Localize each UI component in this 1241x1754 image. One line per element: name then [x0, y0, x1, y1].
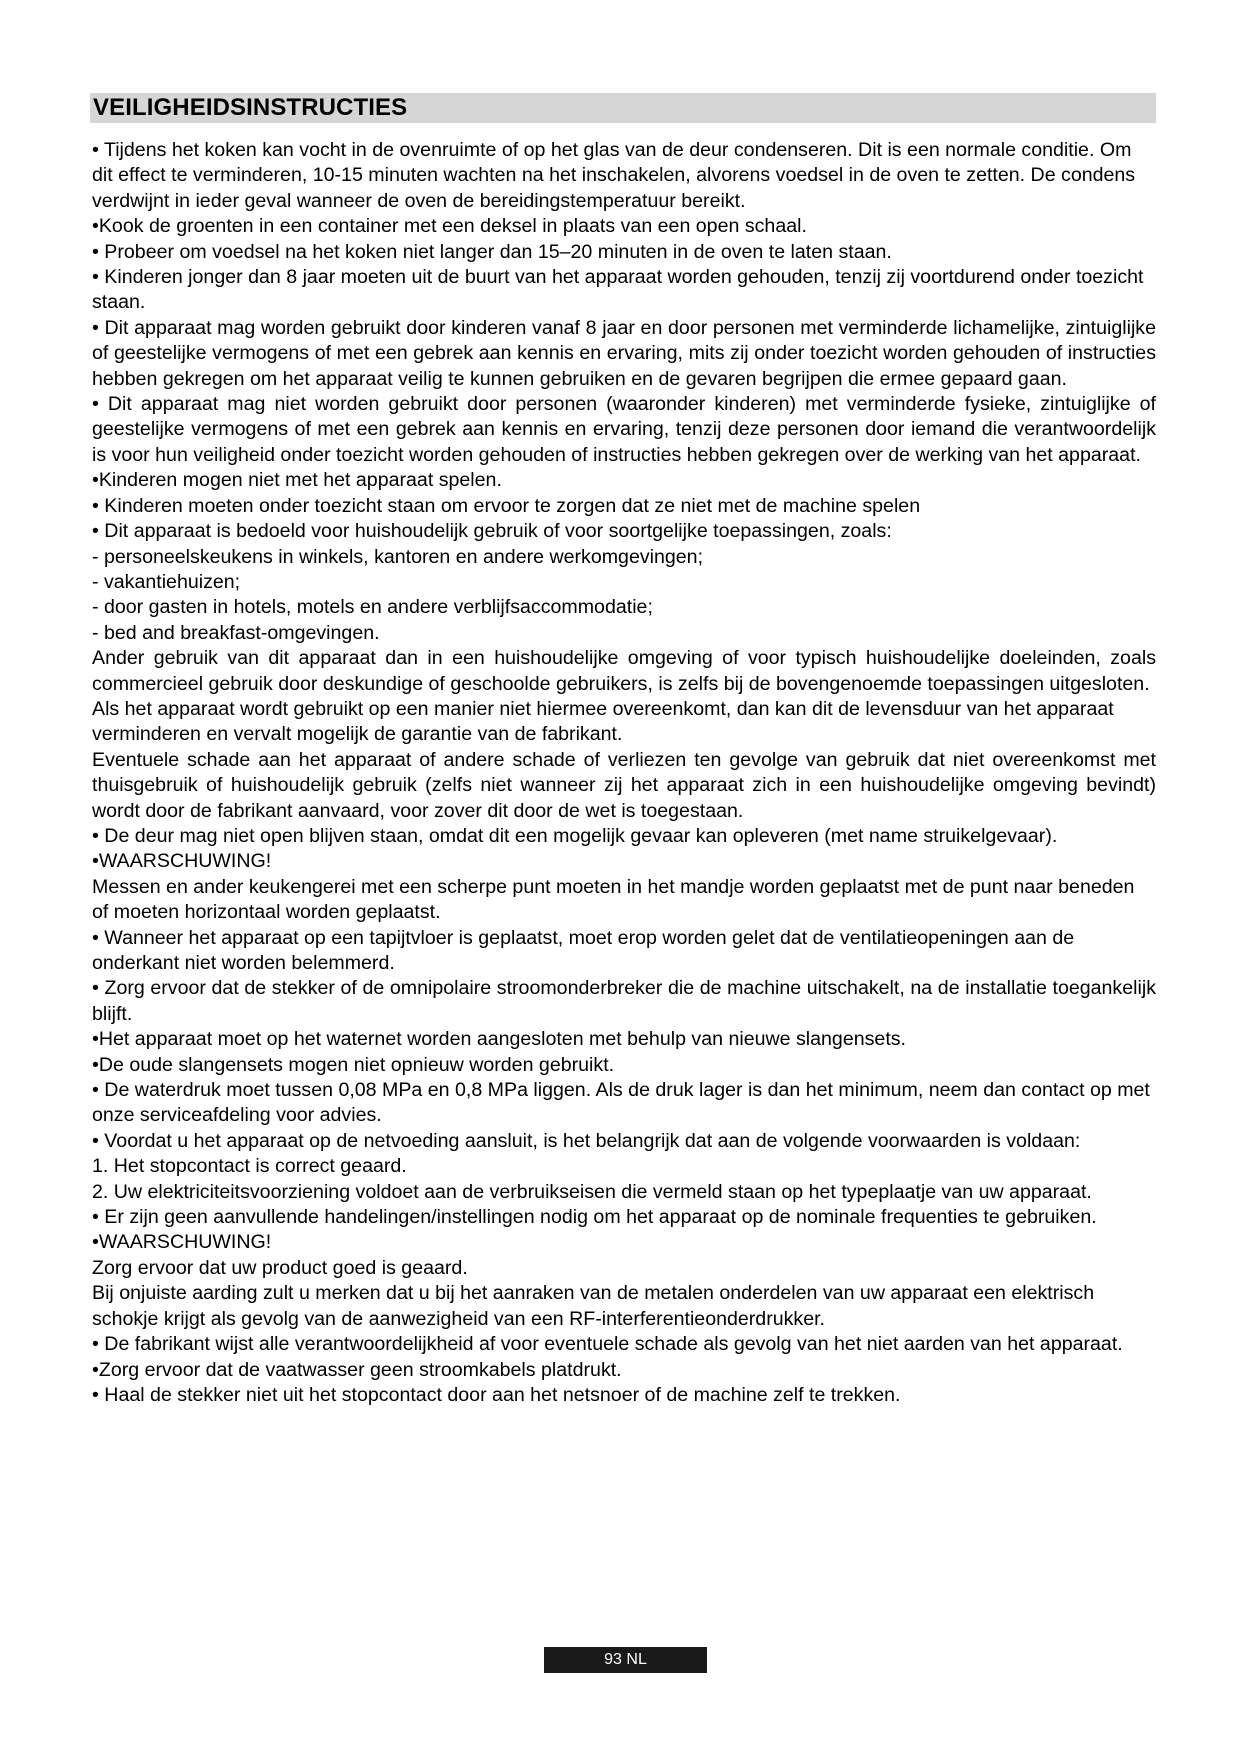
paragraph: • Haal de stekker niet uit het stopcontact door aan het netsnoer of de machine zelf te trekken.	[92, 1383, 901, 1406]
list-item: - personeelskeukens in winkels, kantoren en andere werkomgevingen;	[92, 545, 704, 568]
paragraph: • Dit apparaat is bedoeld voor huishoudelijk gebruik of voor soortgelijke toepassingen, zoals:	[92, 520, 892, 543]
paragraph: Messen en ander keukengerei met een scherpe punt moeten in het mandje worden geplaatst met de punt naar beneden of moeten horizontaal worden geplaatst.	[92, 875, 1135, 924]
paragraph: •Zorg ervoor dat de vaatwasser geen stroomkabels platdrukt.	[92, 1358, 622, 1381]
section-heading: VEILIGHEIDSINSTRUCTIES	[90, 93, 1156, 123]
paragraph: • Tijdens het koken kan vocht in de ovenruimte of op het glas van de deur condenseren. Dit is een normale conditie. Om dit effect te verminderen, 10-15 minuten wachten na het inschakelen, alvorens voedsel in de oven te zetten. De condens verdwijnt in ieder geval wanneer de oven de bereidingstemperatuur bereikt.	[92, 139, 1136, 212]
list-item: 2. Uw elektriciteitsvoorziening voldoet aan de verbruikseisen die vermeld staan op het typeplaatje van uw apparaat.	[92, 1180, 1092, 1203]
list-item: - bed and breakfast-omgevingen.	[92, 621, 380, 644]
paragraph: Bij onjuiste aarding zult u merken dat u bij het aanraken van de metalen onderdelen van uw apparaat een elektrisch schokje krijgt als gevolg van de aanwezigheid van een RF-interferentieonderdrukker.	[92, 1282, 1095, 1330]
paragraph: • De waterdruk moet tussen 0,08 MPa en 0,8 MPa liggen. Als de druk lager is dan het minimum, neem dan contact op met onze serviceafdeling voor advies.	[92, 1079, 1150, 1127]
paragraph: • De deur mag niet open blijven staan, omdat dit een mogelijk gevaar kan opleveren (met name struikelgevaar).	[92, 824, 1058, 847]
warning-label: •WAARSCHUWING!	[92, 1231, 272, 1254]
paragraph: Ander gebruik van dit apparaat dan in een huishoudelijke omgeving of voor typisch huishoudelijke doeleinden, zoals commercieel gebruik door deskundige of geschoolde gebruikers, is zelfs bij de bovengenoemde toepassingen uitgesloten.	[92, 647, 1156, 695]
instructions-body	[92, 138, 1156, 1408]
list-item: - door gasten in hotels, motels en andere verblijfsaccommodatie;	[92, 596, 653, 619]
paragraph: Eventuele schade aan het apparaat of andere schade of verliezen ten gevolge van gebruik dat niet overeenkomst met thuisgebruik of huishoudelijk gebruik (zelfs niet wanneer zij het apparaat zich in een huishoudelijke omgeving bevindt) wordt door de fabrikant aanvaard, voor zover dit door de wet is toegestaan.	[92, 748, 1156, 822]
list-item: - vakantiehuizen;	[92, 570, 241, 593]
warning-label: •WAARSCHUWING!	[92, 850, 272, 873]
paragraph: Zorg ervoor dat uw product goed is geaard.	[92, 1256, 468, 1279]
paragraph: • Dit apparaat mag niet worden gebruikt door personen (waaronder kinderen) met verminderde fysieke, zintuiglijke of geestelijke vermogens of met een gebrek aan kennis en ervaring, tenzij deze personen door iemand die verantwoordelijk is voor hun veiligheid onder toezicht worden gehouden of instructies hebben gekregen over de werking van het apparaat.	[92, 393, 1156, 466]
paragraph: • Voordat u het apparaat op de netvoeding aansluit, is het belangrijk dat aan de volgende voorwaarden is voldaan:	[92, 1129, 1081, 1152]
paragraph: • Er zijn geen aanvullende handelingen/instellingen nodig om het apparaat op de nominale frequenties te gebruiken.	[92, 1206, 1097, 1229]
paragraph: • Dit apparaat mag worden gebruikt door kinderen vanaf 8 jaar en door personen met verminderde lichamelijke, zintuiglijke of geestelijke vermogens of met een gebrek aan kennis en ervaring, mits zij onder toezicht worden gehouden of instructies hebben gekregen om het apparaat veilig te kunnen gebruiken en de gevaren begrijpen die ermee gepaard gaan.	[92, 316, 1156, 390]
paragraph: •Kook de groenten in een container met een deksel in plaats van een open schaal.	[92, 215, 807, 238]
paragraph: • Wanneer het apparaat op een tapijtvloer is geplaatst, moet erop worden gelet dat de ventilatieopeningen aan de onderkant niet worden belemmerd.	[92, 926, 1075, 974]
paragraph: •De oude slangensets mogen niet opnieuw worden gebruikt.	[92, 1053, 615, 1076]
paragraph: • Kinderen moeten onder toezicht staan om ervoor te zorgen dat ze niet met de machine spelen	[92, 494, 921, 517]
paragraph: •Het apparaat moet op het waternet worden aangesloten met behulp van nieuwe slangensets.	[92, 1028, 907, 1051]
paragraph: • Zorg ervoor dat de stekker of de omnipolaire stroomonderbreker die de machine uitschakelt, na de installatie toegankelijk blijft.	[92, 977, 1156, 1025]
paragraph: • Probeer om voedsel na het koken niet langer dan 15–20 minuten in de oven te laten staan.	[92, 240, 892, 263]
paragraph: • Kinderen jonger dan 8 jaar moeten uit de buurt van het apparaat worden gehouden, tenzij zij voortdurend onder toezicht staan.	[92, 266, 1144, 314]
paragraph: Als het apparaat wordt gebruikt op een manier niet hiermee overeenkomt, dan kan dit de levensduur van het apparaat verminderen en vervalt mogelijk de garantie van de fabrikant.	[92, 697, 1114, 746]
paragraph: •Kinderen mogen niet met het apparaat spelen.	[92, 469, 502, 492]
list-item: 1. Het stopcontact is correct geaard.	[92, 1155, 407, 1178]
paragraph: • De fabrikant wijst alle verantwoordelijkheid af voor eventuele schade als gevolg van het niet aarden van het apparaat.	[92, 1333, 1123, 1356]
page-number: 93 NL	[544, 1647, 707, 1673]
